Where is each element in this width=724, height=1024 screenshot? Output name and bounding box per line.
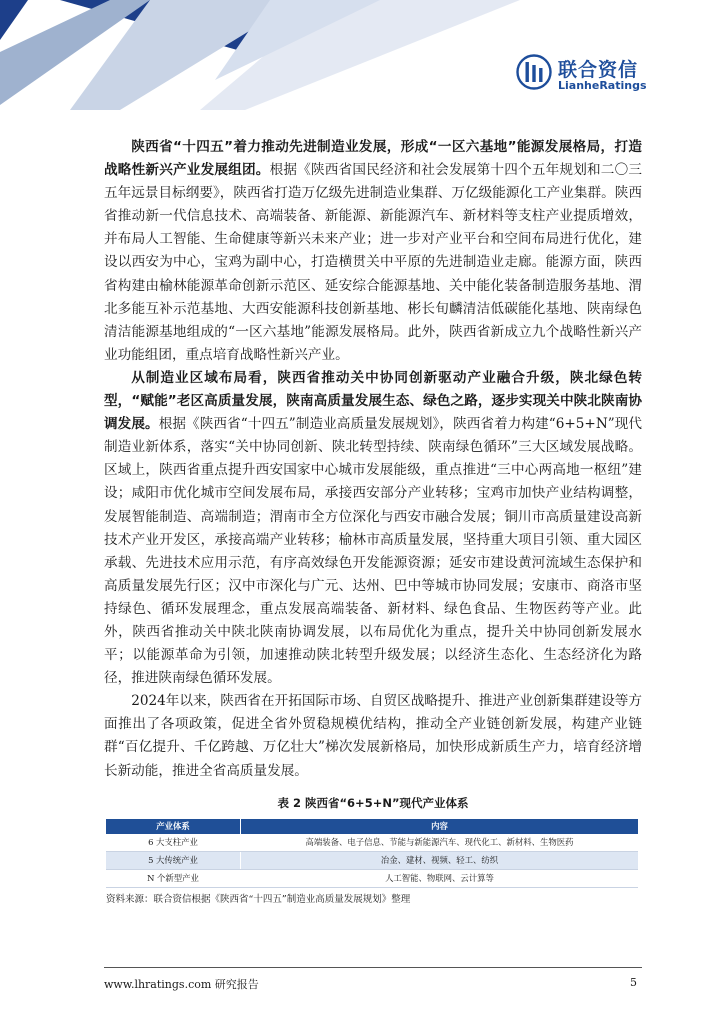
table-row [106,834,638,852]
paragraph-lead: 从制造业区域布局看，陕西省推动关中协同创新驱动产业融合升级，陕北绿色转型，“赋能”老区高质量发展，陕南高质量发展生态、绿色之路，逐步实现关中陕北陕南协调发展。 [104,369,642,433]
paragraph-text: 根据《陕西省国民经济和社会发展第十四个五年规划和二〇三五年远景目标纲要》，陕西省打造万亿级先进制造业集群、万亿级能源化工产业集群。陕西省推动新一代信息技术、高端装备、新能源、新能源汽车、新材料等支柱产业提质增效，并布局人工智能、生命健康等新兴未来产业；进一步对产业平台和空间布局进行优化，建设以西安为中心，宝鸡为副中心，打造横贯关中平原的先进制造业走廊。能源方面，陕西省构建由榆林能源革命创新示范区、延安综合能源基地、关中能化装备制造服务基地、渭北多能互补示范基地、大西安能源科技创新基地、彬长旬麟清洁低碳能化基地、陕南绿色清洁能源基地组成的“一区六基地”能源发展格局。此外，陕西省新成立九个战略性新兴产业功能组团，重点培育战略性新兴产业。 [104,162,643,363]
paragraph-lead: 陕西省“十四五”着力推动先进制造业发展，形成“一区六基地”能源发展格局，打造战略性新兴产业发展组团。 [104,139,642,179]
table-header-row [106,819,638,834]
paragraph-regional-layout [104,367,642,690]
column-header-content: 内容 [241,819,639,834]
report-body [104,136,642,905]
paragraph-2024-policies [104,690,642,782]
footer-divider [104,967,642,968]
table-source-note: 资料来源：联合资信根据《陕西省“十四五”制造业高质量发展规划》整理 [106,893,411,905]
paragraph-text: 2024年以来，陕西省在开拓国际市场、自贸区战略提升、推进产业创新集群建设等方面推出了各项政策，促进全省外贸稳规模优结构，推动全产业链创新发展，构建产业链群“百亿提升、千亿跨越、万亿壮大”梯次发展新格局，加快形成新质生产力，培育经济增长新动能，推进全省高质量发展。 [104,693,642,779]
lianhe-logo-icon [516,54,552,90]
logo-chinese-name: 联合资信 [558,59,639,81]
column-header-industry: 产业体系 [106,819,241,834]
paragraph-manufacturing-energy [104,136,642,367]
industry-cell: N 个新型产业 [106,869,241,887]
industry-system-table [106,819,638,888]
content-cell: 人工智能、物联网、云计算等 [241,869,639,887]
content-cell: 高端装备、电子信息、节能与新能源汽车、现代化工、新材料、生物医药 [241,834,639,852]
footer-site-label: www.lhratings.com 研究报告 [104,978,259,991]
industry-cell: 5 大传统产业 [106,851,241,869]
logo-english-name: LianheRatings [558,79,647,92]
industry-cell: 6 大支柱产业 [106,834,241,852]
table-row [106,869,638,887]
company-logo [516,54,646,94]
page-number: 5 [630,976,637,989]
table-row [106,851,638,869]
paragraph-text: 根据《陕西省“十四五”制造业高质量发展规划》，陕西省着力构建“6+5+N”现代制造业新体系，落实“关中协同创新、陕北转型持续、陕南绿色循环”三大区域发展战略。区域上，陕西省重点提升西安国家中心城市发展能级，重点推进“三中心两高地一枢纽”建设；咸阳市优化城市空间发展布局，承接西安部分产业转移；宝鸡市加快产业结构调整，发展智能制造、高端制造；渭南市全方位深化与西安市融合发展；铜川市高质量建设高新技术产业开发区，承接高端产业转移；榆林市高质量发展，坚持重大项目引领、重大园区承载、先进技术应用示范，有序高效绿色开发能源资源；延安市建设黄河流域生态保护和高质量发展先行区；汉中市深化与广元、达州、巴中等城市协同发展；安康市、商洛市坚持绿色、循环发展理念，重点发展高端装备、新材料、绿色食品、生物医药等产业。此外，陕西省推动关中陕北陕南协调发展，以布局优化为重点，提升关中协同创新发展水平；以能源革命为引领，加速推动陕北转型升级发展；以经济生态化、生态经济化为路径，推进陕南绿色循环发展。 [104,416,643,687]
content-cell: 冶金、建材、视频、轻工、纺织 [241,851,639,869]
table-title: 表 2 陕西省“6+5+N”现代产业体系 [277,795,469,810]
